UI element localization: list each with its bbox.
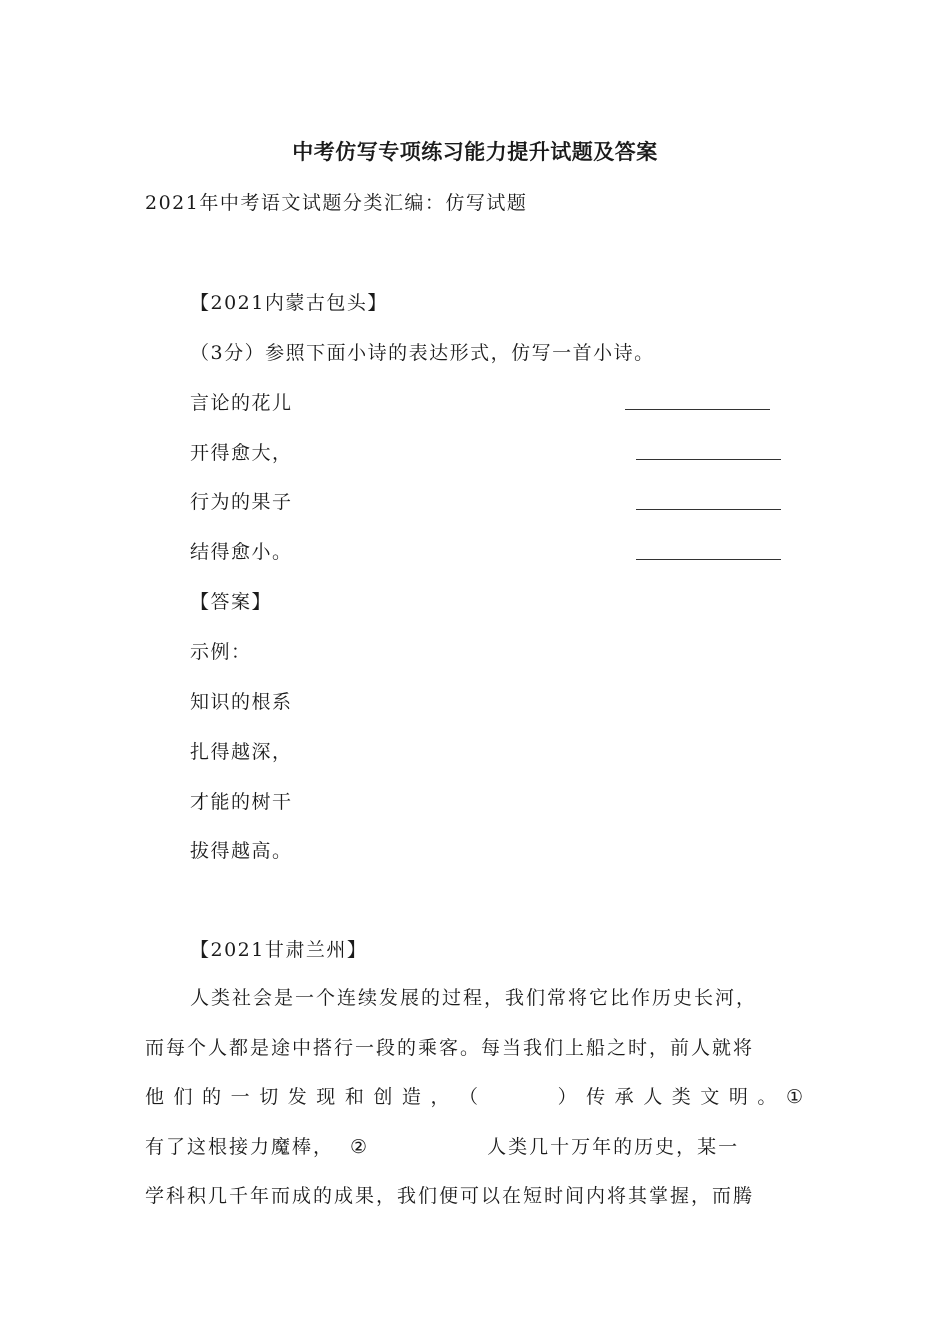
answer-line-4: 拔得越高。 (190, 840, 293, 862)
passage-line-3-char: 类 (671, 1086, 693, 1108)
answer-blank-4[interactable] (636, 559, 781, 560)
example-label: 示例： (190, 641, 252, 663)
passage-line-3-char: 切 (259, 1086, 281, 1108)
poem-line-4: 结得愈小。 (190, 541, 293, 563)
passage-line-3-char: 文 (700, 1086, 722, 1108)
passage-line-3-char: 发 (287, 1086, 309, 1108)
passage-line-3-char: （ (459, 1086, 481, 1108)
poem-line-3: 行为的果子 (190, 491, 293, 513)
section-heading-baotou: 【2021内蒙古包头】 (190, 292, 388, 314)
passage-line-3-char: 创 (373, 1086, 395, 1108)
passage-line-1: 人类社会是一个连续发展的过程，我们常将它比作历史长河， (190, 987, 758, 1009)
poem-line-1: 言论的花儿 (190, 392, 293, 414)
passage-line-3-char: 。 (757, 1086, 779, 1108)
passage-line-4-a: 有了这根接力魔棒， (145, 1135, 335, 1158)
passage-line-3-char: 造 (401, 1086, 423, 1108)
page-title: 中考仿写专项练习能力提升试题及答案 (292, 140, 658, 164)
passage-line-3-char: ） (557, 1086, 579, 1108)
passage-line-3-char: 传 (586, 1086, 608, 1108)
passage-line-3-char: 和 (344, 1086, 366, 1108)
answer-heading: 【答案】 (190, 591, 273, 613)
passage-line-3-char: 人 (643, 1086, 665, 1108)
subtitle: 2021年中考语文试题分类汇编：仿写试题 (145, 192, 528, 214)
poem-line-2: 开得愈大， (190, 442, 293, 464)
passage-line-2: 而每个人都是途中搭行一段的乘客。每当我们上船之时，前人就将 (145, 1036, 755, 1059)
passage-line-3-char: ， (430, 1086, 452, 1108)
answer-blank-3[interactable] (636, 509, 781, 510)
answer-blank-1[interactable] (625, 409, 770, 410)
passage-line-3-char: 他 (145, 1086, 167, 1108)
passage-line-3-char: 一 (230, 1086, 252, 1108)
answer-line-3: 才能的树干 (190, 791, 293, 813)
passage-line-3-char: 明 (728, 1086, 750, 1108)
circled-number-2: ② (350, 1135, 370, 1158)
question-text: （3分）参照下面小诗的表达形式，仿写一首小诗。 (190, 342, 655, 364)
passage-line-3 (145, 1073, 805, 1123)
answer-blank-2[interactable] (636, 459, 781, 460)
answer-line-2: 扎得越深， (190, 741, 293, 763)
passage-line-3-char: ① (785, 1086, 805, 1108)
passage-line-5: 学科积几千年而成的成果，我们便可以在短时间内将其掌握，而腾 (145, 1185, 755, 1207)
passage-line-4-c: 人类几十万年的历史，某一 (487, 1135, 740, 1158)
passage-line-4 (145, 1123, 805, 1173)
section-heading-lanzhou: 【2021甘肃兰州】 (190, 939, 368, 961)
passage-line-3-char: 的 (202, 1086, 224, 1108)
passage-line-3-char: 们 (173, 1086, 195, 1108)
passage (145, 974, 805, 1222)
passage-line-3-char: 现 (316, 1086, 338, 1108)
answer-line-1: 知识的根系 (190, 691, 293, 713)
passage-line-3-char: 承 (614, 1086, 636, 1108)
